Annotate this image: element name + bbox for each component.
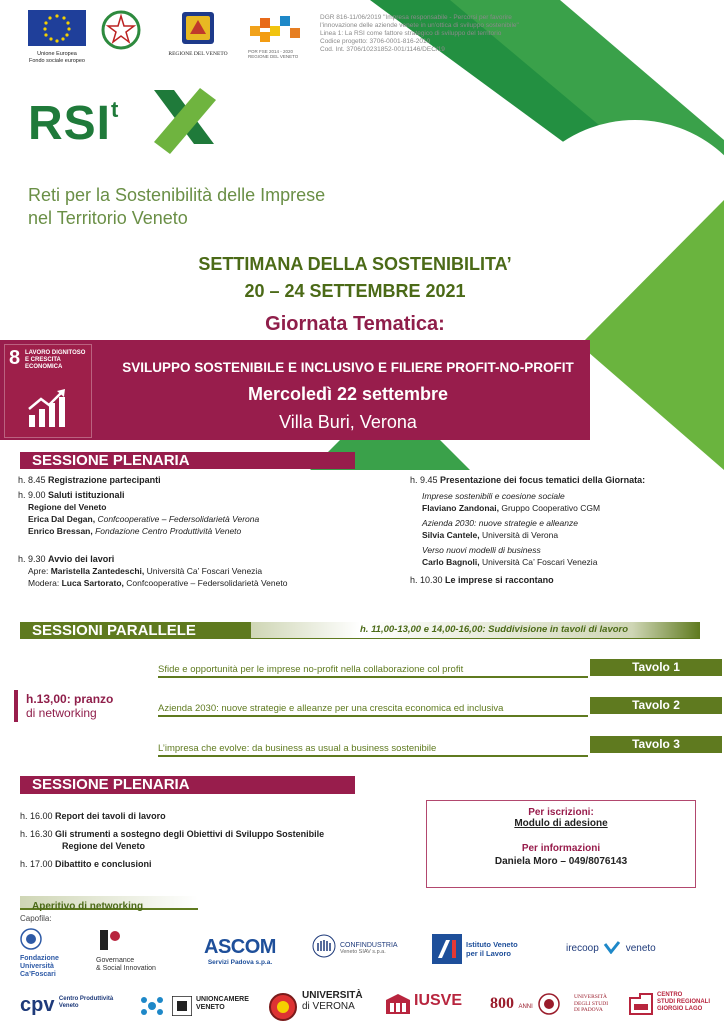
event-day: Mercoledì 22 settembre [247,384,449,404]
univr-line1: UNIVERSITÀ [302,990,363,1001]
dgr-info [320,14,550,54]
agenda-item [410,574,710,586]
event-venue: Villa Buri, Verona [279,412,417,432]
governance-logo [96,926,176,973]
dgr-line: Cod. Int. 3706/10231852-001/1146/DEC/19 [320,46,445,53]
speaker-org: Regione del Veneto [28,502,107,512]
speaker-name: Enrico Bressan, [28,526,93,536]
unioncamere-mark-icon [172,996,192,1016]
foscari-seal-icon [20,928,42,950]
speaker-org: Gruppo Cooperativo CGM [501,503,601,513]
brand-subtitle-line2: nel Territorio Veneto [28,208,188,228]
lunch-box [14,690,144,722]
table-label: Tavolo 3 [590,736,722,753]
agenda-item [20,828,400,840]
ascom-sub: Servizi Padova s.p.a. [207,959,273,966]
agenda-text: Registrazione partecipanti [48,475,161,485]
ivl-mark-icon [432,934,462,964]
network-icon [140,994,164,1018]
dgr-line: DGR 816-11/06/2019 "Impresa responsabile - Percorsi per favorire [320,14,512,21]
agenda-time: h. 17.00 [20,859,53,869]
dgr-line: l'innovazione delle aziende venete in un'ottica di sviluppo sostenibile" [320,22,519,29]
speaker-line [410,529,710,541]
por-fse-logo [248,14,302,59]
speaker-line [18,501,358,513]
info-label: Per informazioni [521,843,601,854]
speaker-name: Maristella Zantedeschi, [50,566,145,576]
speaker-name: Flaviano Zandonai, [422,503,499,513]
iusve-building-icon [384,992,412,1016]
agenda-subitem [20,840,400,852]
week-title: SETTIMANA DELLA SOSTENIBILITA’ [198,254,512,274]
registration-box [426,800,696,888]
ascom-text: ASCOM [204,936,276,958]
speaker-line [18,513,358,525]
rsi-logo-text [28,96,119,151]
agenda-time: h. 10.30 [410,575,443,585]
sdg-label-line: ECONOMICA [25,364,63,370]
speaker-line [18,577,358,589]
table-topic-row [158,738,588,757]
ivl-logo [432,934,542,964]
univr-seal-icon [268,992,298,1022]
speaker-role: Apre: [28,566,49,576]
table-topic-row [158,659,588,678]
speaker-name: Silvia Cantele, [422,530,480,540]
agenda-time: h. 9.45 [410,475,438,485]
sdg-badge [4,344,92,438]
dgr-line: Linea 1: La RSI come fattore strategico di sviluppo del territorio [320,30,502,37]
unioncamere-text: UNIONCAMERE VENETO [196,996,249,1011]
cpv-logo [20,994,130,1017]
brand-subtitle-line1: Reti per la Sostenibilità delle Imprese [28,185,326,205]
table-topic: Sfide e opportunità per le imprese no-profit nella collaborazione col profit [158,664,464,675]
week-dates: 20 – 24 SETTEMBRE 2021 [244,281,466,301]
parallel-header: SESSIONI PARALLELE [32,622,196,639]
unipd-text: UNIVERSITÀ DEGLI STUDI DI PADOVA [574,994,609,1013]
sdg-label-line: LAVORO DIGNITOSO [25,350,86,356]
irecoop-logo [566,938,676,956]
brand-subtitle [28,184,325,230]
aperitivo-bar [20,896,198,910]
dgr-line: Codice progetto: 3706-0001-816-2019 [320,38,431,45]
table-topic: Azienda 2030: nuove strategie e alleanze per una crescita economica ed inclusiva [158,703,504,714]
unipd-anni: ANNI [518,1004,533,1011]
speaker-line [18,525,358,537]
lunch-line: di networking [26,706,97,720]
por-fse-mosaic-icon [248,14,302,44]
agenda-text: Le imprese si raccontano [445,575,554,585]
veneto-caption: REGIONE DEL VENETO [168,51,228,57]
growth-chart-icon [27,389,69,429]
capofila-label: Capofila: [20,914,52,923]
speaker-org: Confcooperative – Federsolidarietà Veneto [126,578,288,588]
speaker-name: Erica Dal Degan, [28,514,96,524]
plenary1-header: SESSIONE PLENARIA [20,452,355,469]
parallel-subtitle: h. 11,00-13,00 e 14,00-16,00: Suddivisione in tavoli di lavoro [360,624,629,635]
table-label: Tavolo 1 [590,659,722,676]
plenary2-agenda [20,810,400,870]
csr-text: CENTRO STUDI REGIONALI GIORGIO LAGO [657,992,711,1012]
foscari-logo [20,928,80,979]
agenda-text: Presentazione dei focus tematici della Giornata: [440,475,646,485]
speaker-org: Confcooperative – Federsolidarietà Verona [97,514,260,524]
sdg-label-line: E CRESCITA [25,357,61,363]
agenda-item [18,553,358,565]
lunch-line: h.13,00: pranzo [26,692,114,706]
confindustria-logo [312,934,412,958]
governance-mark-icon [96,926,122,952]
focus-topic: Verso nuovi modelli di business [422,545,541,555]
irecoop-veneto: veneto [625,943,656,954]
foscari-text: Fondazione Università Ca’Foscari [20,955,59,978]
agenda-text: Gli strumenti a sostegno degli Obiettivi di Sviluppo Sostenibile [55,829,325,839]
speaker-line [410,502,710,514]
eu-caption: Unione Europea Fondo sociale europeo [29,51,85,64]
speaker-line [18,565,358,577]
focus-topic: Imprese sostenibili e coesione sociale [422,491,565,501]
plenary2-header: SESSIONE PLENARIA [20,776,355,794]
speaker-name: Carlo Bagnoli, [422,557,480,567]
rsi-letters: RSI [28,97,112,150]
confindustria-emblem-icon [312,934,336,958]
eu-logo [28,10,86,64]
agenda-time: h. 16.30 [20,829,53,839]
sdg-label [25,350,85,371]
ascom-logo [195,936,285,966]
agenda-time: h. 9.00 [18,490,46,500]
aperitivo-text: Aperitivo di networking [32,901,144,912]
irecoop-check-icon [603,940,621,954]
confindustria-text: CONFINDUSTRIA [340,942,398,949]
agenda-text: Report dei tavoli di lavoro [55,811,166,821]
unioncamere-logo [172,996,260,1016]
agenda-item [18,489,358,501]
confindustria-sub: Veneto SIAV s.p.a. [340,949,386,955]
speaker-name: Luca Sartorato, [61,578,124,588]
plenary1-left-column [18,474,358,589]
iusve-logo [384,992,474,1016]
speaker-org: Università di Verona [482,530,559,540]
speaker-line [410,556,710,568]
focus-topic: Azienda 2030: nuove strategie e alleanze [422,518,578,528]
unipd-800: 800 [490,995,514,1013]
agenda-item [18,474,358,486]
lion-shield-icon [178,10,218,46]
speaker-role: Modera: [28,578,60,588]
agenda-item [20,810,400,822]
univr-logo [302,990,382,1012]
eu-flag-icon [28,10,86,46]
agenda-subtext: Regione del Veneto [62,841,146,851]
agenda-text: Dibattito e conclusioni [55,859,152,869]
plenary1-right-column [410,474,710,586]
iusve-text: IUSVE [414,992,463,1009]
agenda-item [410,474,710,486]
agenda-text: Saluti istituzionali [48,490,125,500]
univr-line2: di VERONA [302,1001,355,1012]
contact-text: Daniela Moro – 049/8076143 [494,856,628,867]
agenda-item [20,858,400,870]
speaker-org: Università Ca’ Foscari Venezia [482,557,598,567]
agenda-time: h. 8.45 [18,475,46,485]
rsi-superscript: t [111,97,120,122]
speaker-org: Università Ca’ Foscari Venezia [146,566,263,576]
table-topic-row [158,698,588,717]
agenda-text: Avvio dei lavori [48,554,115,564]
sdg-number: 8 [9,347,21,369]
registration-label: Per iscrizioni: [528,807,594,818]
theme-title: SVILUPPO SOSTENIBILE E INCLUSIVO E FILIERE PROFIT-NO-PROFIT [122,360,574,375]
agenda-time: h. 9.30 [18,554,46,564]
lunch-text [18,690,144,720]
csr-mark-icon [628,992,654,1016]
veneto-logo [165,10,231,57]
italian-emblem-icon [100,8,142,52]
por-caption: POR FSE 2014 - 2020 REGIONE DEL VENETO [248,49,299,59]
rsi-x-icon [140,82,220,162]
table-label: Tavolo 2 [590,697,722,714]
speaker-org: Fondazione Centro Produttività Veneto [95,526,242,536]
agenda-time: h. 16.00 [20,811,53,821]
registration-form-link[interactable]: Modulo di adesione [514,818,608,829]
unipd-seal-icon [537,992,561,1016]
csr-logo [628,992,722,1016]
cpv-text: cpv [20,994,55,1016]
table-topic: L’impresa che evolve: da business as usual a business sostenibile [158,743,437,754]
thematic-day-title: Giornata Tematica: [265,313,445,335]
cpv-subtext: Centro Produttività Veneto [58,996,114,1009]
irecoop-text: irecoop [566,943,599,954]
ivl-text: Istituto Veneto per il Lavoro [466,940,518,958]
governance-text: Governance & Social Innovation [96,957,156,972]
